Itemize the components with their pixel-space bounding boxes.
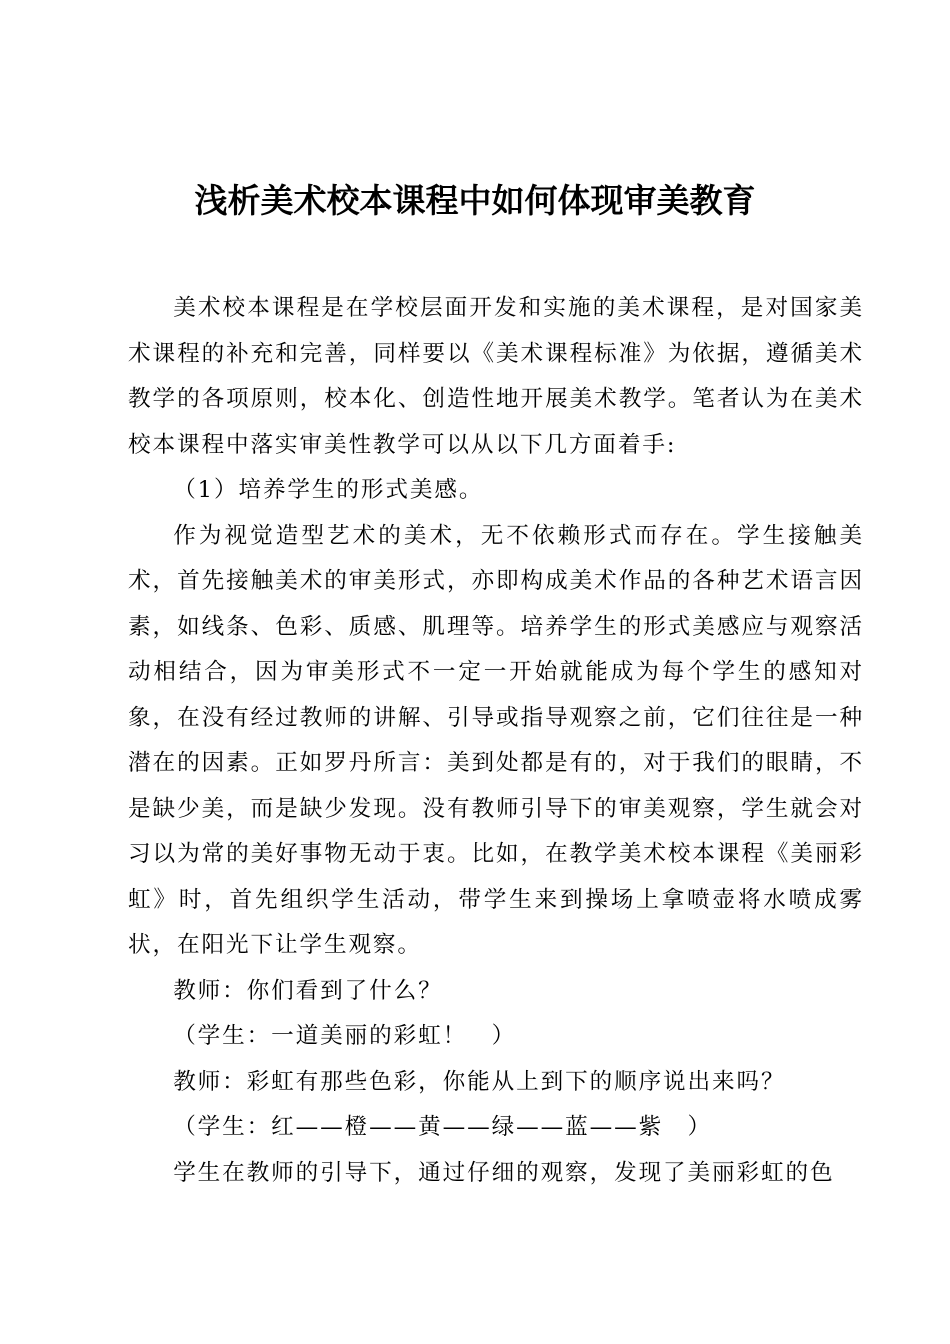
document-title: 浅析美术校本课程中如何体现审美教育 [194,181,756,220]
paragraph-form-beauty: 作为视觉造型艺术的美术，无不依赖形式而存在。学生接触美术，首先接触美术的审美形式，亦即构成美术作品的各种艺术语言因素，如线条、色彩、质感、肌理等。培养学生的形式美感应与观察活动相结合，因为审美形式不一定一开始就能成为每个学生的感知对象，在没有经过教师的讲解、引导或指导观察之前，它们往往是一种潜在的因素。正如罗丹所言：美到处都是有的，对于我们的眼睛，不是缺少美，而是缺少发现。没有教师引导下的审美观察，学生就会对习以为常的美好事物无动于衷。比如，在教学美术校本课程《美丽彩虹》时，首先组织学生活动，带学生来到操场上拿喷壶将水喷成雾状，在阳光下让学生观察。 [128,522,864,958]
paragraph-conclusion: 学生在教师的引导下，通过仔细的观察，发现了美丽彩虹的色 [173,1159,835,1186]
document-body [128,286,864,1196]
paragraph-teacher-question-1: 教师：你们看到了什么？ [173,977,443,1004]
paragraph-student-answer-1: （学生：一道美丽的彩虹！ ） [173,1023,517,1049]
paragraph-section-heading: （1）培养学生的形式美感。 [173,477,484,503]
paragraph-teacher-question-2: 教师：彩虹有那些色彩，你能从上到下的顺序说出来吗？ [173,1068,786,1095]
paragraph-intro: 美术校本课程是在学校层面开发和实施的美术课程，是对国家美术课程的补充和完善，同样要以《美术课程标准》为依据，遵循美术教学的各项原则，校本化、创造性地开展美术教学。笔者认为在美术校本课程中落实审美性教学可以从以下几方面着手: [128,295,864,458]
paragraph-student-answer-2: （学生：红——橙——黄——绿——蓝——紫 ） [173,1114,713,1140]
